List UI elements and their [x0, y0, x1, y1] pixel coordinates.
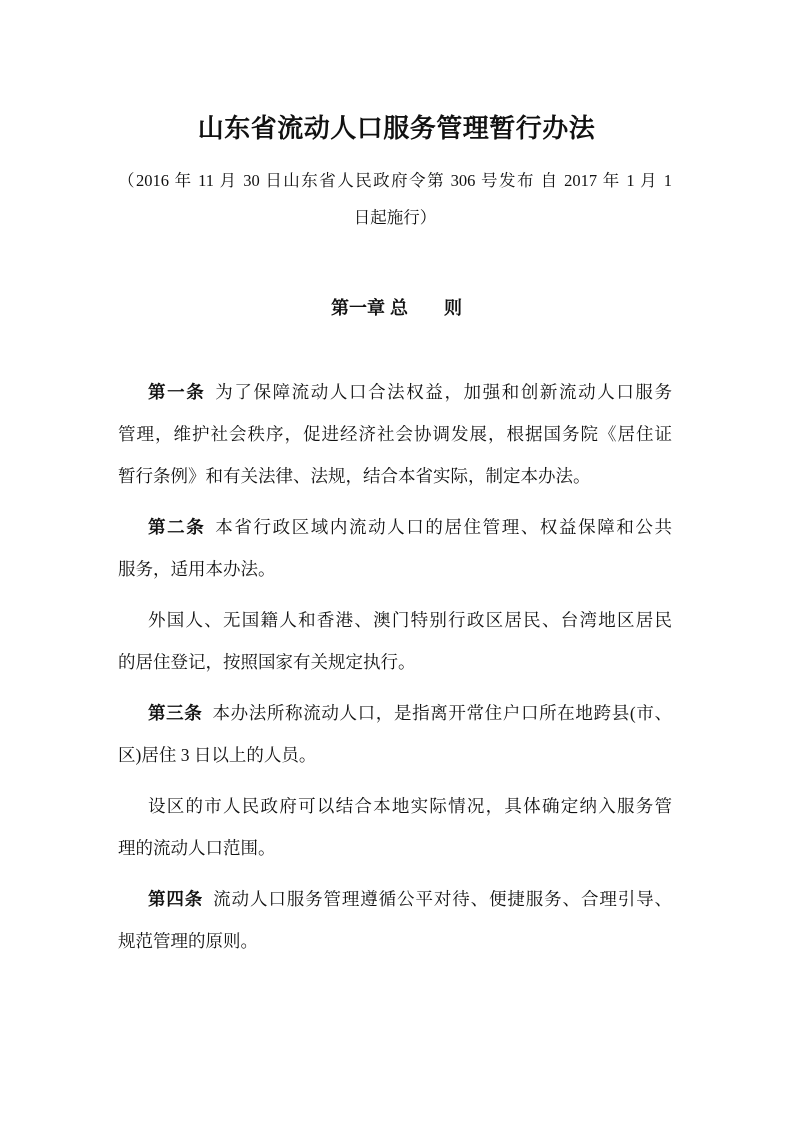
paragraph-line: 暂行条例》和有关法律、法规，结合本省实际，制定本办法。: [118, 466, 591, 486]
article-label: 第一条: [148, 382, 206, 402]
paragraph-line: [118, 692, 672, 734]
paragraph-line: 设区的市人民政府可以结合本地实际情况，具体确定纳入服务管: [148, 796, 672, 816]
paragraph-line: 的居住登记，按照国家有关规定执行。: [118, 652, 416, 672]
document-body: [118, 371, 672, 962]
paragraph-line: [118, 506, 672, 548]
body-paragraph: [118, 599, 672, 683]
line-text: 为了保障流动人口合法权益，加强和创新流动人口服务: [215, 382, 673, 402]
document-title: 山东省流动人口服务管理暂行办法: [197, 113, 596, 143]
line-text: 本省行政区域内流动人口的居住管理、权益保障和公共: [215, 517, 673, 537]
issuance-note: [118, 162, 672, 236]
paragraph-line: 区)居住 3 日以上的人员。: [118, 745, 317, 765]
article-label: 第二条: [148, 517, 206, 537]
line-text: 本办法所称流动人口，是指离开常住户口所在地跨县(市、: [212, 703, 673, 723]
paragraph-line: 服务，适用本办法。: [118, 559, 276, 579]
article-label: 第三条: [148, 703, 203, 723]
article-paragraph: [118, 371, 672, 497]
paragraph-line: [118, 878, 672, 920]
paragraph-line: [118, 371, 672, 413]
article-paragraph: [118, 878, 672, 962]
body-paragraph: [118, 785, 672, 869]
article-label: 第四条: [148, 889, 204, 909]
paragraph-line: 规范管理的原则。: [118, 931, 258, 951]
paragraph-line: 管理，维护社会秩序，促进经济社会协调发展，根据国务院《居住证: [118, 424, 672, 444]
paragraph-line: 外国人、无国籍人和香港、澳门特别行政区居民、台湾地区居民: [148, 610, 672, 630]
issuance-note-line: （2016 年 11 月 30 日山东省人民政府令第 306 号发布 自 2017 年 1 月 1: [118, 171, 672, 190]
line-text: 流动人口服务管理遵循公平对待、便捷服务、合理引导、: [213, 889, 673, 909]
paragraph-line: 理的流动人口范围。: [118, 838, 276, 858]
article-paragraph: [118, 692, 672, 776]
chapter-heading: 第一章 总 则: [330, 298, 462, 318]
article-paragraph: [118, 506, 672, 590]
issuance-note-line: 日起施行）: [353, 208, 437, 227]
